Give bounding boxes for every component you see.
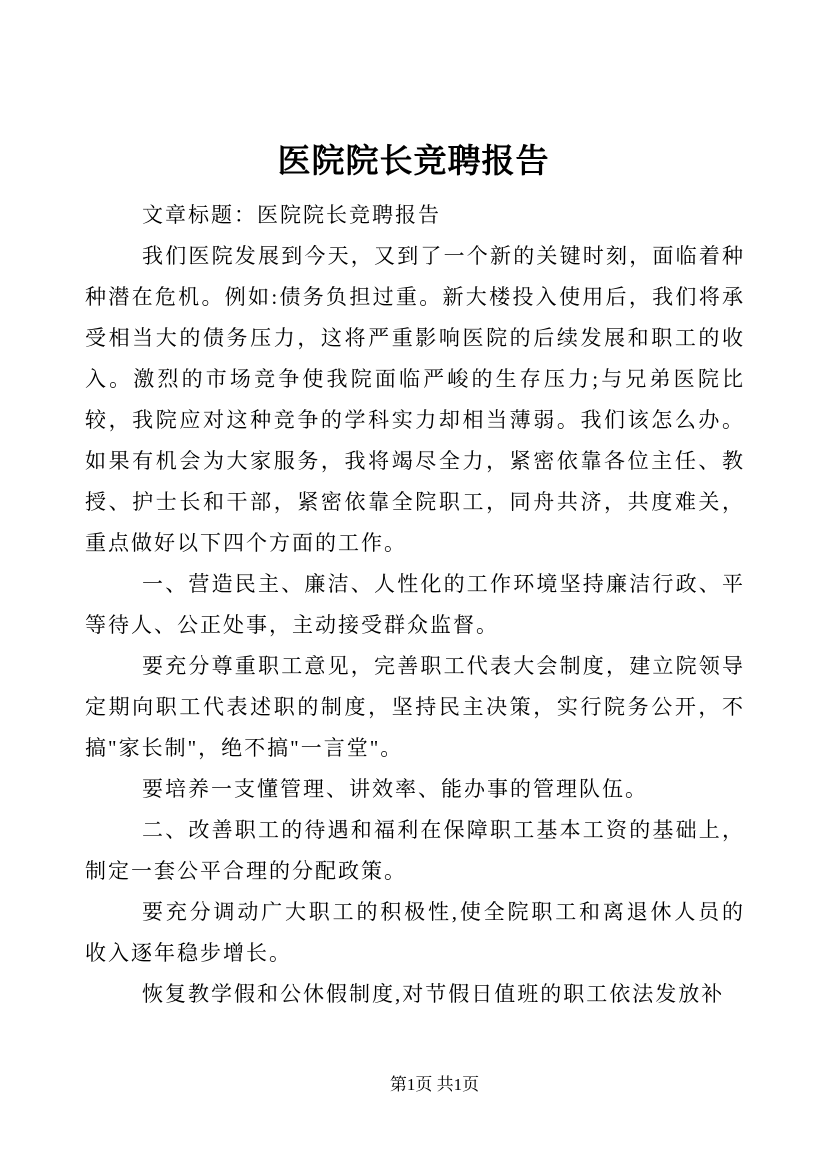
paragraph-section-1-team: 要培养一支懂管理、讲效率、能办事的管理队伍。 — [142, 777, 648, 801]
paragraph-article-title-line: 文章标题：医院院长竞聘报告 — [142, 203, 441, 227]
page-footer — [0, 1074, 827, 1096]
paragraph-section-1: 一、营造民主、廉洁、人性化的工作环境坚持廉洁行政、平等待人、公正处事，主动接受群众监督。 — [85, 572, 745, 637]
page-number-text: 第1页 共1页 — [389, 1075, 480, 1094]
document-body — [85, 195, 745, 1015]
paragraph-intro: 我们医院发展到今天，又到了一个新的关键时刻，面临着种种潜在危机。例如:债务负担过重。新大楼投入使用后，我们将承受相当大的债务压力，这将严重影响医院的后续发展和职工的收入。激烈的市场竞争使我院面临严峻的生存压力;与兄弟医院比较，我院应对这种竞争的学科实力却相当薄弱。我们该怎么办。如果有机会为大家服务，我将竭尽全力，紧密依靠各位主任、教授、护士长和干部，紧密依靠全院职工，同舟共济，共度难关，重点做好以下四个方面的工作。 — [85, 244, 745, 555]
paragraph-section-2: 二、改善职工的待遇和福利在保障职工基本工资的基础上，制定一套公平合理的分配政策。 — [85, 818, 745, 883]
paragraph-section-2-detail: 要充分调动广大职工的积极性,使全院职工和离退休人员的收入逐年稳步增长。 — [85, 900, 745, 965]
paragraph-section-1-detail: 要充分尊重职工意见，完善职工代表大会制度，建立院领导定期向职工代表述职的制度，坚持民主决策，实行院务公开，不搞"家长制"，绝不搞"一言堂"。 — [85, 654, 745, 760]
paragraph-section-2-holiday: 恢复教学假和公休假制度,对节假日值班的职工依法发放补 — [142, 982, 725, 1006]
document-title: 医院院长竞聘报告 — [277, 144, 550, 180]
